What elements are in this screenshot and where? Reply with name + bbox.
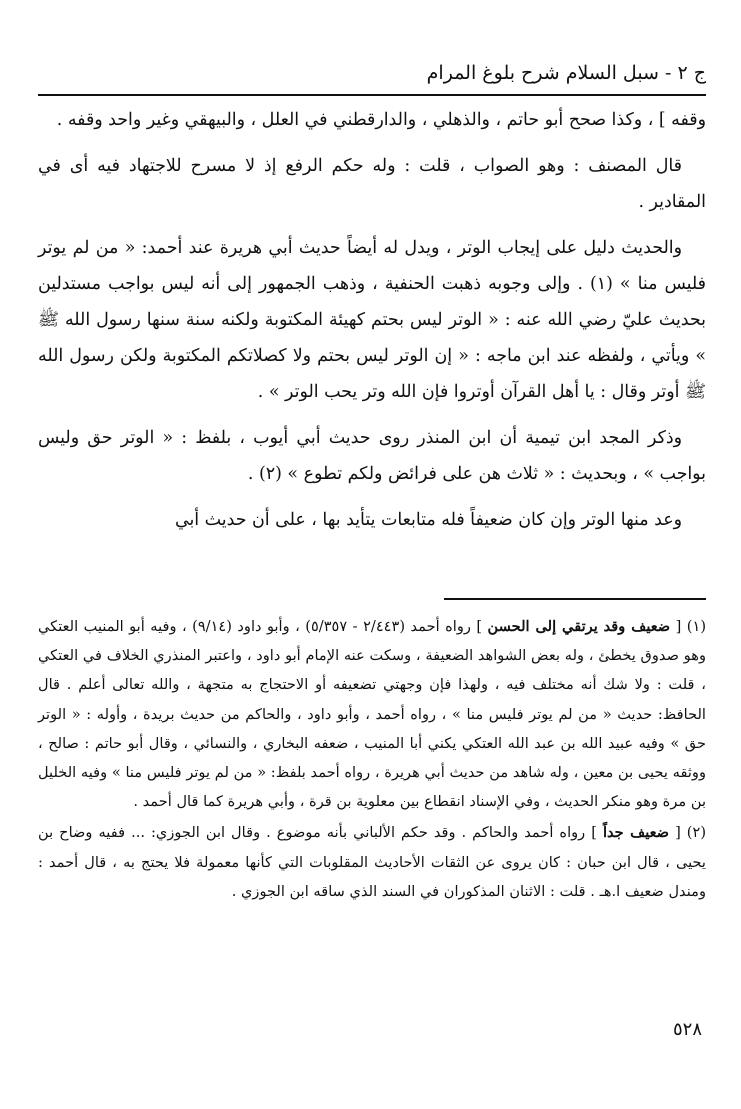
footnote-2-grade: ضعيف جداً — [602, 824, 670, 842]
page-number: ٥٢٨ — [672, 1019, 702, 1040]
paragraph-3: والحديث دليل على إيجاب الوتر ، ويدل له أيضاً حديث أبي هريرة عند أحمد: « من لم يوتر فليس منا » (١) . وإلى وجوبه ذهبت الحنفية ، وذهب الجمهور إلى أنه ليس بواجب مستدلين بحديث عليّ رضي الله عنه : « الوتر ليس بحتم كهيئة المكتوبة ولكنه سنة سنها رسول الله ﷺ » ويأتي ، ولفظه عند ابن ماجه : « إن الوتر ليس بحتم ولا كصلاتكم المكتوبة ولكن رسول الله ﷺ أوتر وقال : يا أهل القرآن أوتروا فإن الله وتر يحب الوتر » . — [38, 238, 706, 402]
footnotes — [38, 612, 706, 908]
footnote-1 — [38, 612, 706, 816]
footnote-1-grade: ضعيف وقد يرتقي إلى الحسن — [487, 618, 671, 635]
paragraph-2: قال المصنف : وهو الصواب ، قلت : وله حكم الرفع إذ لا مسرح للاجتهاد فيه أى في المقادير . — [38, 156, 706, 212]
paragraph-5: وعد منها الوتر وإن كان ضعيفاً فله متابعات يتأيد بها ، على أن حديث أبي — [174, 510, 682, 530]
footnote-2-marker: (٢) [ — [675, 824, 707, 842]
footnote-1-marker: (١) [ — [675, 618, 707, 635]
document-page — [38, 0, 706, 1109]
main-text — [38, 102, 706, 548]
footnote-1-text: ] رواه أحمد (٢/٤٤٣ - ٥/٣٥٧) ، وأبو داود (٩/١٤) ، وفيه أبو المنيب العتكي وهو صدوق يخطئ ، وله بعض الشواهد الضعيفة ، وسكت عنه الإمام أبو داود ، واعتبر المنذري الخلاف في العتكي ، قلت : ولا شك أنه مختلف فيه ، ولهذا فإن وجهتي تضعيفه أو الاحتجاج به متجهة ، والله تعالى أعلم . قال الحافظ: حديث « من لم يوتر فليس منا » ، رواه أحمد ، وأبو داود ، والحاكم من حديث بريدة ، وأوله : « الوتر حق » وفيه عبيد الله بن عبد الله العتكي يكني أبا المنيب ، ضعفه البخاري ، والنسائي ، وقال أبو حاتم : صالح ، ووثقه يحيى بن معين ، وله شاهد من حديث أبي هريرة ، رواه أحمد بلفظ: « من لم يوتر فليس منا » وفيه الخليل بن مرة وهو منكر الحديث ، وفي الإسناد انقطاع بين معلوية بن قرة ، وأبي هريرة كما قال أحمد . — [38, 618, 706, 811]
paragraph-1: وقفه ] ، وكذا صحح أبو حاتم ، والذهلي ، والدارقطني في العلل ، والبيهقي وغير واحد وقفه . — [56, 110, 706, 130]
footnote-2 — [38, 818, 706, 906]
header-divider — [38, 94, 706, 96]
paragraph-4: وذكر المجد ابن تيمية أن ابن المنذر روى حديث أبي أيوب ، بلفظ : « الوتر حق وليس بواجب » ، وبحديث : « ثلاث هن على فرائض ولكم تطوع » (٢) . — [38, 428, 706, 484]
running-header: ج ٢ - سبل السلام شرح بلوغ المرام — [426, 62, 706, 84]
footnote-2-text: ] رواه أحمد والحاكم . وقد حكم الألباني بأنه موضوع . وقال ابن الجوزي: ... ففيه وضاح بن يحيى ، قال ابن حبان : كان يروى عن الثقات الأحاديث المقلوبات التي كأنها معمولة فلا يحتج به ، قال أحمد : ومندل ضعيف ا.هـ . قلت : الاثنان المذكوران في السند الذي ساقه ابن الجوزي . — [38, 824, 706, 900]
footnote-divider — [444, 598, 706, 600]
